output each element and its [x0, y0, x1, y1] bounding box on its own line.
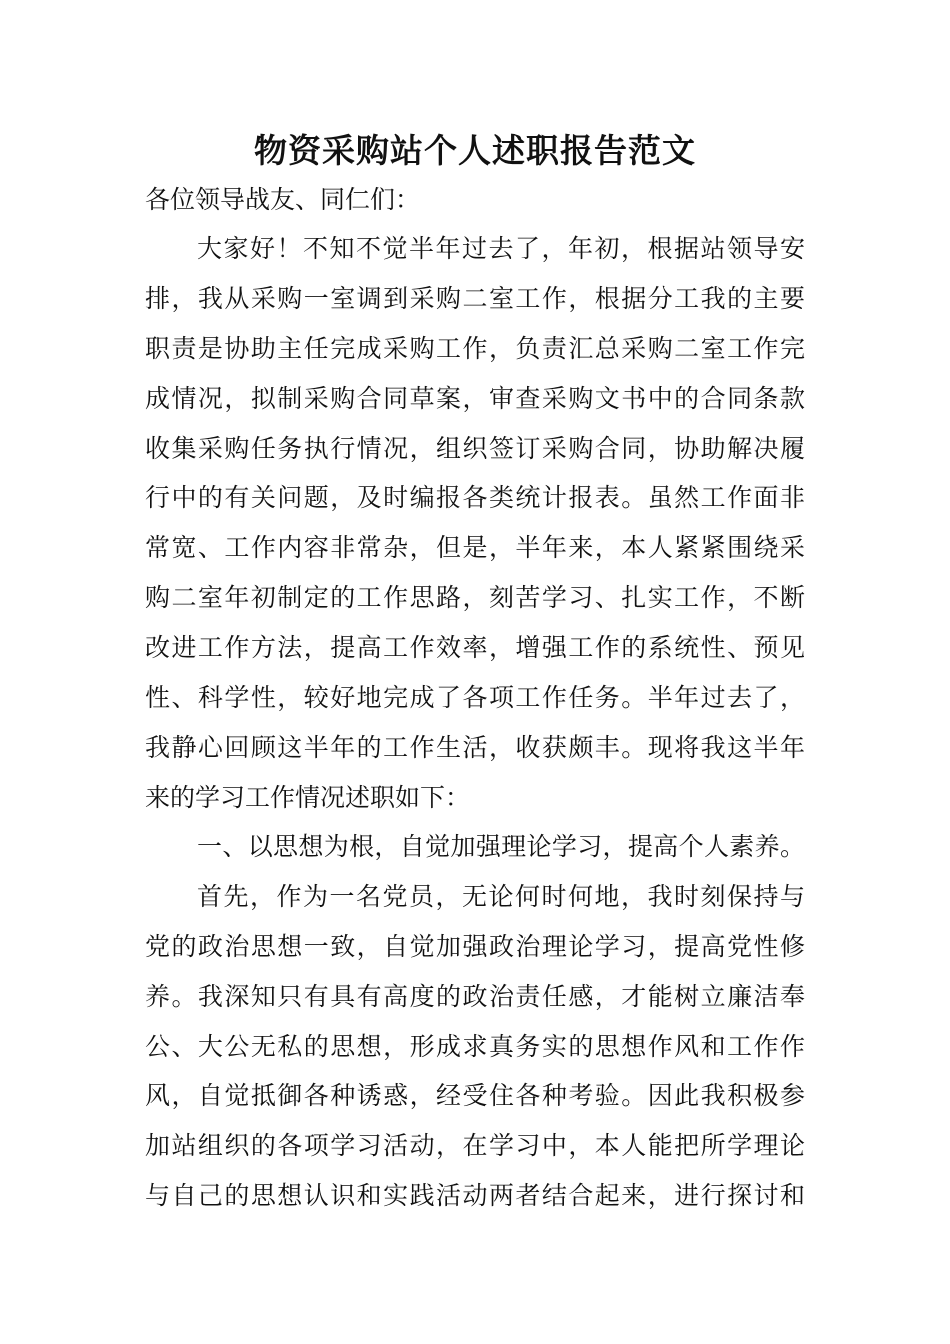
document-title: 物资采购站个人述职报告范文	[254, 131, 696, 170]
salutation: 各位领导战友、同仁们：	[145, 185, 421, 214]
paragraph-line: 购二室年初制定的工作思路，刻苦学习、扎实工作，不断	[145, 583, 805, 612]
paragraph-line: 改进工作方法，提高工作效率，增强工作的系统性、预见	[145, 633, 805, 662]
paragraph-line: 我静心回顾这半年的工作生活，收获颇丰。现将我这半年	[145, 733, 805, 762]
paragraph-line: 与自己的思想认识和实践活动两者结合起来，进行探讨和	[145, 1181, 805, 1210]
paragraph-line: 职责是协助主任完成采购工作，负责汇总采购二室工作完	[145, 334, 805, 363]
paragraph-line: 来的学习工作情况述职如下：	[145, 783, 471, 812]
paragraph-line: 收集采购任务执行情况，组织签订采购合同，协助解决履	[145, 434, 805, 463]
paragraph-line: 大家好！不知不觉半年过去了，年初，根据站领导安	[197, 234, 805, 263]
paragraph-line: 常宽、工作内容非常杂，但是，半年来，本人紧紧围绕采	[145, 533, 805, 562]
paragraph-line: 加站组织的各项学习活动，在学习中，本人能把所学理论	[145, 1131, 805, 1160]
paragraph-line: 党的政治思想一致，自觉加强政治理论学习，提高党性修	[145, 932, 805, 961]
paragraph-line: 养。我深知只有具有高度的政治责任感，才能树立廉洁奉	[145, 982, 805, 1011]
paragraph-line: 公、大公无私的思想，形成求真务实的思想作风和工作作	[145, 1032, 805, 1061]
paragraph-line: 性、科学性，较好地完成了各项工作任务。半年过去了，	[145, 683, 805, 712]
section-heading: 一、以思想为根，自觉加强理论学习，提高个人素养。	[197, 832, 805, 861]
paragraph-line: 风，自觉抵御各种诱惑，经受住各种考验。因此我积极参	[145, 1081, 805, 1110]
paragraph-line: 排，我从采购一室调到采购二室工作，根据分工我的主要	[145, 284, 805, 313]
paragraph-line: 首先，作为一名党员，无论何时何地，我时刻保持与	[197, 882, 805, 911]
paragraph-line: 成情况，拟制采购合同草案，审查采购文书中的合同条款	[145, 384, 805, 413]
paragraph-line: 行中的有关问题，及时编报各类统计报表。虽然工作面非	[145, 483, 805, 512]
